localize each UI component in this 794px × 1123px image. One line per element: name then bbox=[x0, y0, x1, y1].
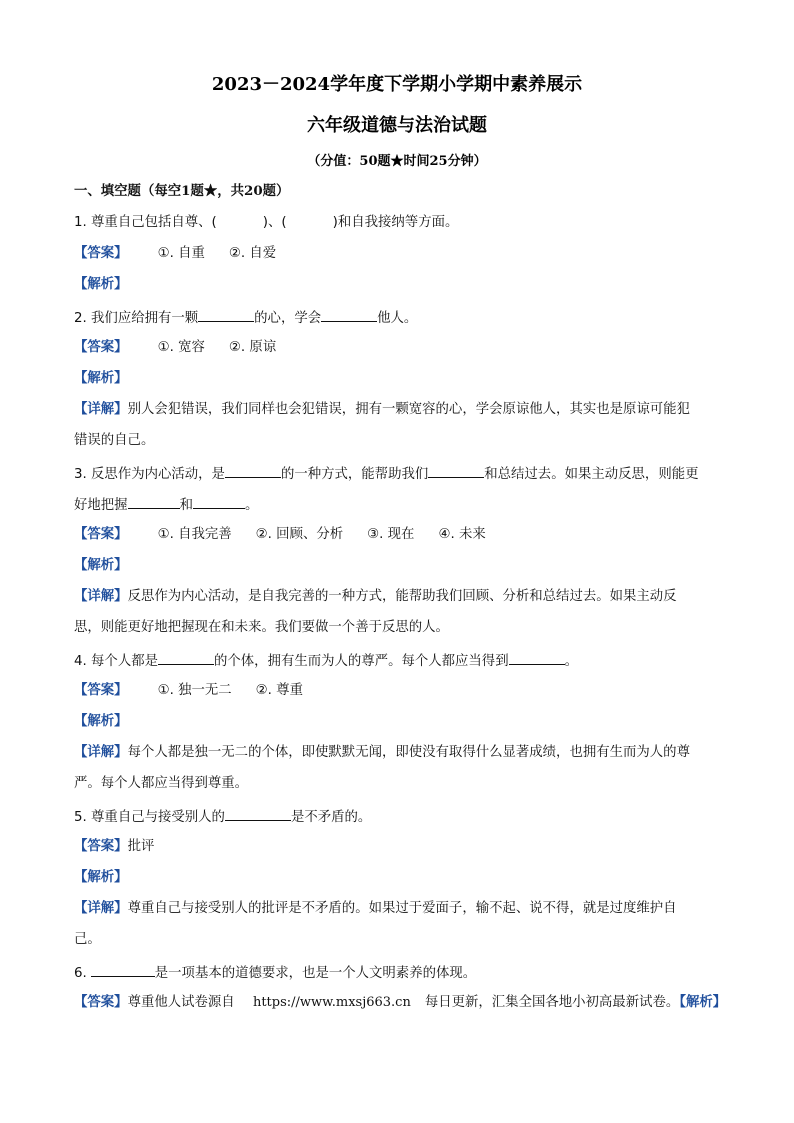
question-3-line-2: 好地把握 和 。 bbox=[74, 494, 258, 516]
analysis-1: 【解析】 bbox=[74, 277, 128, 292]
detail-5-line-1: 【详解】尊重自己与接受别人的批评是不矛盾的。如果过于爱面子，输不起、说不得，就是过度维护自 bbox=[74, 901, 677, 916]
answer-5: 【答案】批评 bbox=[74, 839, 155, 854]
section-heading: 一、填空题（每空1题★，共20题） bbox=[74, 183, 290, 199]
answer-3: 【答案】 ①. 自我完善 ②. 回顾、分析 ③. 现在 ④. 未来 bbox=[74, 527, 486, 542]
analysis-4: 【解析】 bbox=[74, 714, 128, 729]
answer-4: 【答案】 ①. 独一无二 ②. 尊重 bbox=[74, 683, 303, 698]
detail-4-line-2: 严。每个人都应当得到尊重。 bbox=[74, 776, 249, 791]
answer-6: 【答案】尊重他人试卷源自 https://www.mxsj663.cn 每日更新，汇集全国各地小初高最新试卷。【解析】 bbox=[74, 995, 727, 1010]
question-2: 2. 我们应给拥有一颗 的心，学会 他人。 bbox=[74, 307, 417, 329]
question-5: 5. 尊重自己与接受别人的 是不矛盾的。 bbox=[74, 806, 371, 828]
answer-2: 【答案】 ①. 宽容 ②. 原谅 bbox=[74, 340, 277, 355]
question-4: 4. 每个人都是 的个体，拥有生而为人的尊严。每个人都应当得到 。 bbox=[74, 650, 578, 672]
question-1: 1. 尊重自己包括自尊、( )、( )和自我接纳等方面。 bbox=[74, 215, 459, 230]
exam-meta: （分值：50题★时间25分钟） bbox=[307, 154, 487, 169]
question-6: 6. 是一项基本的道德要求，也是一个人文明素养的体现。 bbox=[74, 962, 476, 984]
detail-2-line-1: 【详解】别人会犯错误，我们同样也会犯错误，拥有一颗宽容的心，学会原谅他人，其实也是原谅可能犯 bbox=[74, 402, 690, 417]
detail-2-line-2: 错误的自己。 bbox=[74, 433, 155, 448]
detail-3-line-2: 思，则能更好地把握现在和未来。我们要做一个善于反思的人。 bbox=[74, 620, 449, 635]
detail-5-line-2: 己。 bbox=[74, 932, 101, 947]
analysis-3: 【解析】 bbox=[74, 558, 128, 573]
detail-4-line-1: 【详解】每个人都是独一无二的个体，即使默默无闻，即使没有取得什么显著成绩，也拥有生而为人的尊 bbox=[74, 745, 690, 760]
question-3-line-1: 3. 反思作为内心活动，是 的一种方式，能帮助我们 和总结过去。如果主动反思，则能更 bbox=[74, 463, 699, 485]
source-link[interactable]: https://www.mxsj663.cn bbox=[252, 995, 411, 1010]
exam-title: 2023－2024学年度下学期小学期中素养展示 bbox=[211, 74, 583, 95]
detail-3-line-1: 【详解】反思作为内心活动，是自我完善的一种方式，能帮助我们回顾、分析和总结过去。如果主动反 bbox=[74, 589, 677, 604]
analysis-2: 【解析】 bbox=[74, 371, 128, 386]
analysis-5: 【解析】 bbox=[74, 870, 128, 885]
exam-subtitle: 六年级道德与法治试题 bbox=[307, 115, 487, 136]
answer-1: 【答案】 ①. 自重 ②. 自爱 bbox=[74, 246, 277, 261]
